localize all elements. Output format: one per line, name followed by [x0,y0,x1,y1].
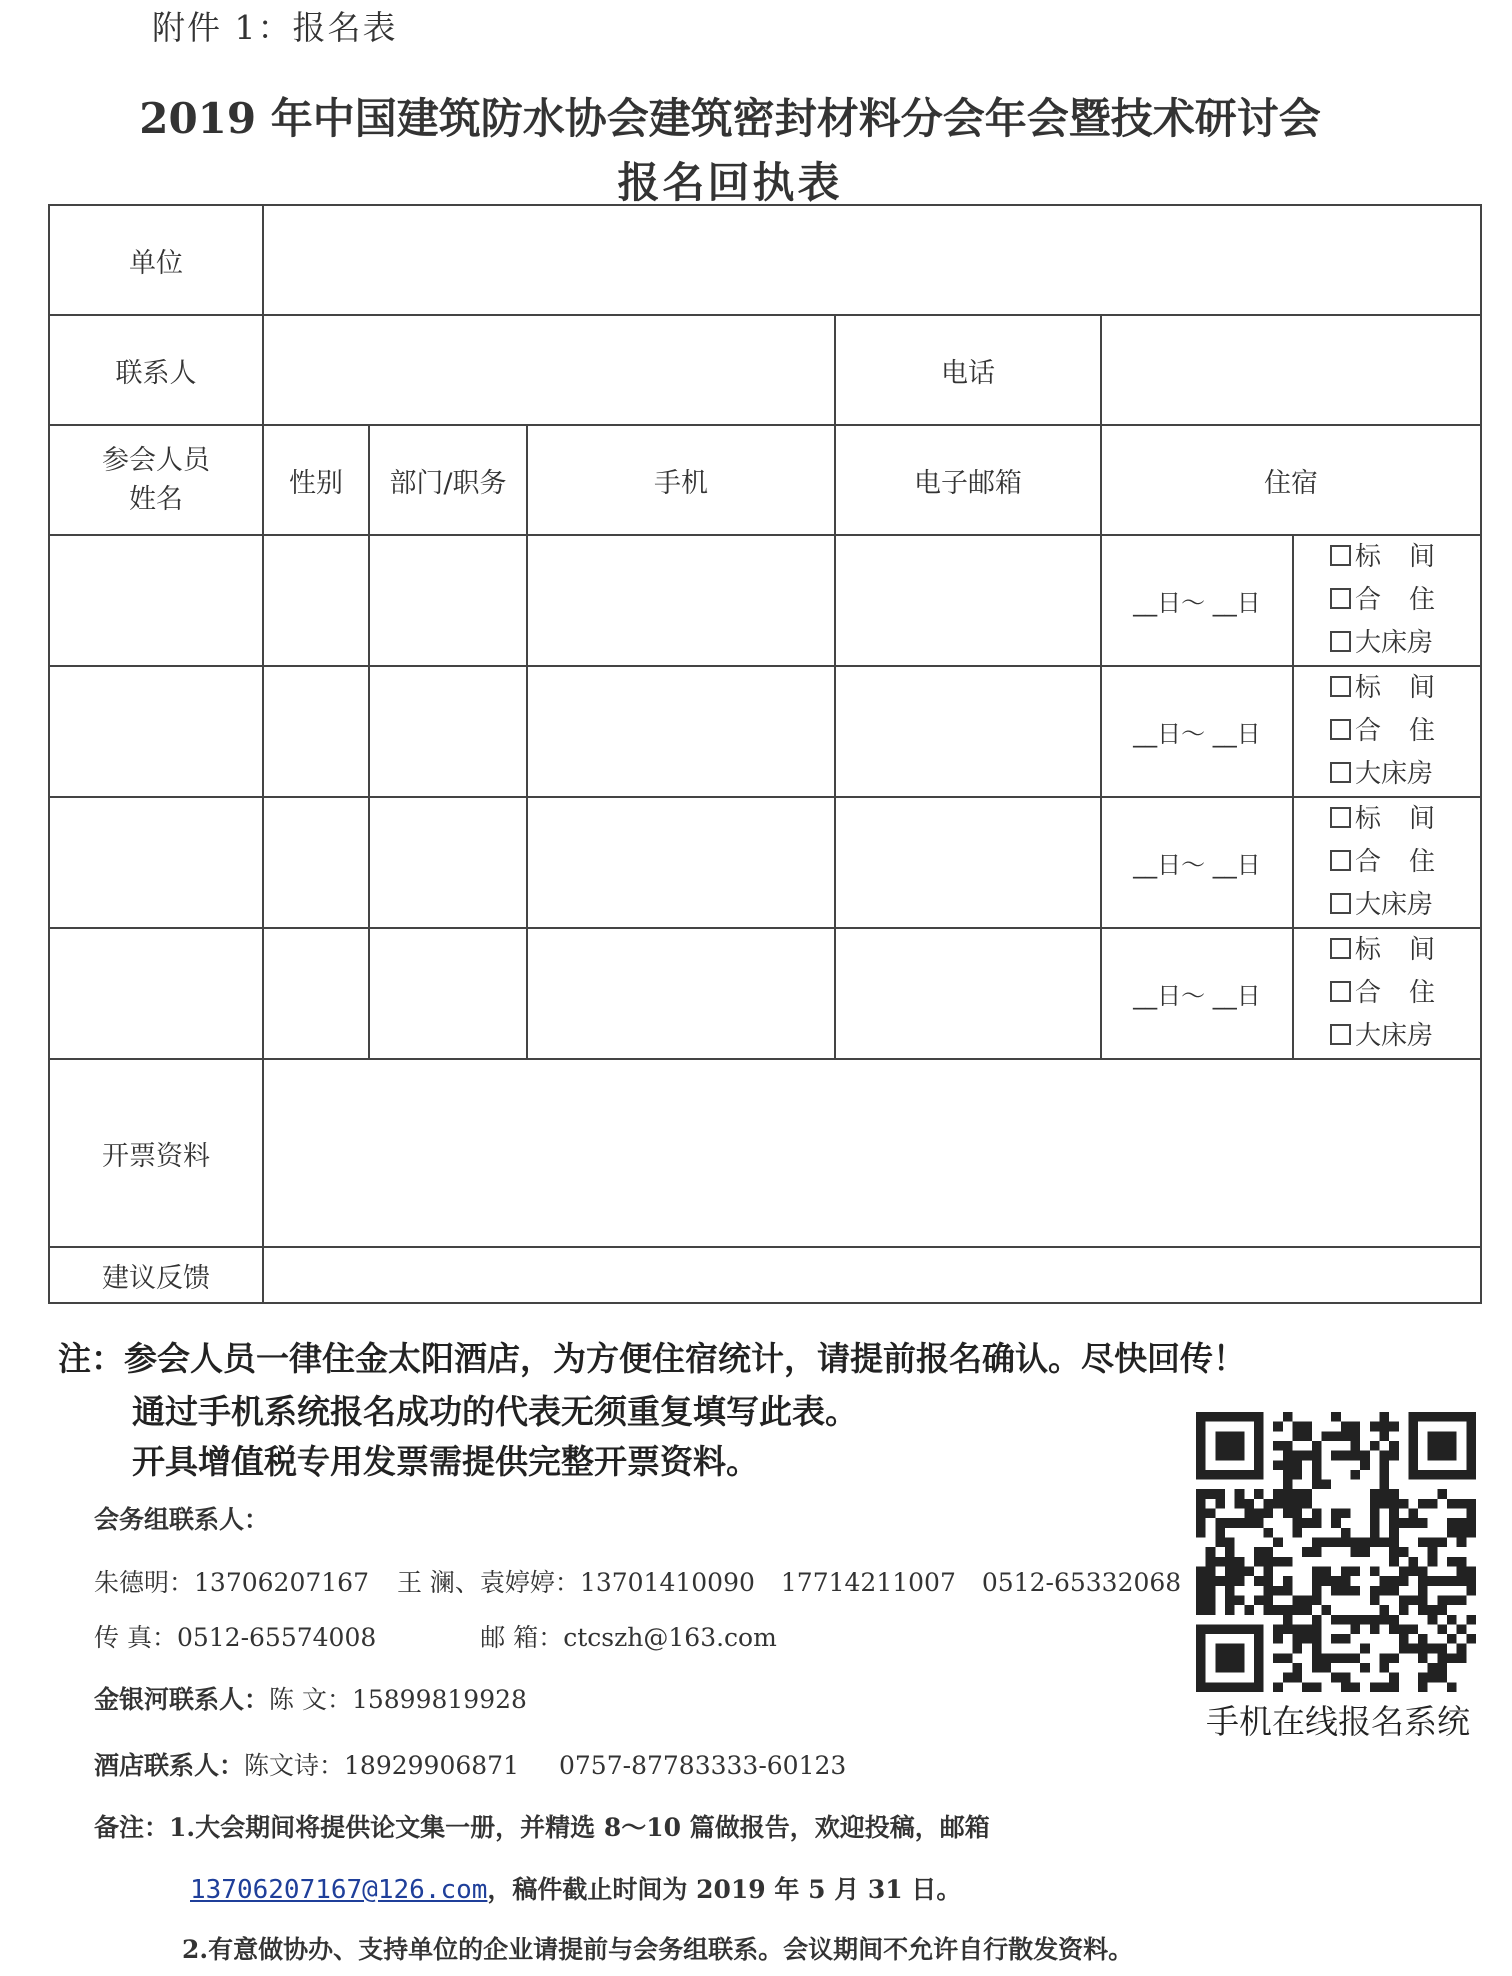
phone-label: 电话 [835,315,1101,425]
attendee-name-cell[interactable] [49,535,263,666]
checkbox-icon[interactable] [1330,719,1351,740]
room-label: 间 [1409,804,1436,834]
stay-dates[interactable]: __日～ __日 [1101,928,1293,1059]
checkbox-icon[interactable] [1330,545,1351,566]
attendee-mobile-cell[interactable] [527,535,835,666]
room-option-shared[interactable] [1330,710,1480,753]
hotel-label: 酒店联系人： [94,1751,245,1780]
hotel-name: 陈文诗： [244,1751,345,1780]
checkbox-icon[interactable] [1330,588,1351,609]
mail-address[interactable]: ctcszh@163.com [563,1623,777,1652]
checkbox-icon[interactable] [1330,762,1351,783]
attendee-dept-cell[interactable] [369,928,527,1059]
room-label: 合 [1355,847,1382,877]
feedback-row [49,1247,1481,1303]
room-label: 住 [1409,847,1436,877]
attendee-gender-cell[interactable] [263,797,369,928]
unit-row [49,205,1481,315]
jinyinhe-name: 陈 文： [269,1685,352,1714]
header-attendee-name [49,425,263,535]
room-option-shared[interactable] [1330,579,1480,622]
remark-line-3: 2.有意做协办、支持单位的企业请提前与会务组联系。会议期间不允许自行散发资料。 [182,1935,1134,1964]
stay-dates[interactable]: __日～ __日 [1101,797,1293,928]
room-label: 住 [1409,716,1436,746]
remark-prefix: 备注： [94,1813,170,1842]
room-option-standard[interactable] [1330,929,1480,972]
wang-phone-1: 13701410090 [579,1568,755,1597]
attendee-name-cell[interactable] [49,928,263,1059]
invoice-row [49,1059,1481,1247]
room-options [1293,535,1481,666]
header-name-line1: 参会人员 [102,444,210,476]
header-mobile: 手机 [527,425,835,535]
registration-form-table [48,204,1482,1304]
contact-input-cell[interactable] [263,315,835,425]
room-option-standard[interactable] [1330,667,1480,710]
contact-label: 联系人 [49,315,263,425]
room-options [1293,666,1481,797]
unit-input-cell[interactable] [263,205,1481,315]
attendee-row [49,666,1481,797]
room-option-shared[interactable] [1330,972,1480,1015]
hotel-phone-1: 18929906871 [344,1751,519,1780]
fax-mail-line [94,1618,777,1654]
remark-line-1 [94,1808,990,1844]
room-label: 住 [1409,978,1436,1008]
remark-line-2 [190,1870,961,1906]
phone-input-cell[interactable] [1101,315,1481,425]
attendee-name-cell[interactable] [49,797,263,928]
room-label: 住 [1409,585,1436,615]
attendee-email-cell[interactable] [835,666,1101,797]
checkbox-icon[interactable] [1330,850,1351,871]
checkbox-icon[interactable] [1330,938,1351,959]
room-option-standard[interactable] [1330,798,1480,841]
attendee-mobile-cell[interactable] [527,666,835,797]
attendee-gender-cell[interactable] [263,535,369,666]
room-option-king[interactable] [1330,884,1480,927]
hotel-phone-2: 0757-87783333-60123 [559,1751,847,1780]
room-label: 合 [1355,585,1382,615]
qr-code-icon[interactable] [1196,1412,1476,1692]
header-lodging: 住宿 [1101,425,1481,535]
room-options [1293,928,1481,1059]
room-label: 合 [1355,978,1382,1008]
fax-number: 0512-65574008 [176,1623,377,1652]
attendee-name-cell[interactable] [49,666,263,797]
jinyinhe-label: 金银河联系人： [94,1685,270,1714]
wang-phone-2: 17714211007 [780,1568,956,1597]
stay-dates[interactable]: __日～ __日 [1101,666,1293,797]
jinyinhe-contact-line [94,1680,527,1716]
organizer-contacts-line [94,1563,1181,1599]
room-options [1293,797,1481,928]
checkbox-icon[interactable] [1330,631,1351,652]
attendee-gender-cell[interactable] [263,928,369,1059]
qr-caption: 手机在线报名系统 [1206,1702,1470,1741]
attendee-dept-cell[interactable] [369,535,527,666]
room-label: 间 [1409,673,1436,703]
room-option-king[interactable] [1330,622,1480,665]
contact-row [49,315,1481,425]
room-option-shared[interactable] [1330,841,1480,884]
remark-deadline-text: ，稿件截止时间为 2019 年 5 月 31 日。 [487,1875,962,1904]
checkbox-icon[interactable] [1330,676,1351,697]
room-option-king[interactable] [1330,753,1480,796]
mail-label: 邮 箱： [480,1623,564,1652]
invoice-label: 开票资料 [49,1059,263,1247]
submission-email-link[interactable]: 13706207167@126.com [190,1875,488,1905]
attendee-mobile-cell[interactable] [527,797,835,928]
organizer-contacts-heading: 会务组联系人： [94,1505,270,1534]
attendee-email-cell[interactable] [835,535,1101,666]
jinyinhe-phone: 15899819928 [351,1685,527,1714]
room-option-king[interactable] [1330,1015,1480,1058]
room-label: 标 [1355,542,1382,572]
room-label: 大床房 [1355,1021,1434,1051]
invoice-input-cell[interactable] [263,1059,1481,1247]
attendee-email-cell[interactable] [835,928,1101,1059]
fax-label: 传 真： [94,1623,177,1652]
room-label: 大床房 [1355,628,1434,658]
attendee-row [49,928,1481,1059]
room-label: 大床房 [1355,759,1434,789]
feedback-input-cell[interactable] [263,1247,1481,1303]
remark-1-text: 1.大会期间将提供论文集一册，并精选 8～10 篇做报告，欢迎投稿，邮箱 [169,1813,990,1842]
room-label: 标 [1355,673,1382,703]
note-line-2: 通过手机系统报名成功的代表无须重复填写此表。 [132,1392,858,1431]
page-subtitle: 报名回执表 [617,158,843,207]
room-label: 大床房 [1355,890,1434,920]
wang-phone-3: 0512-65332068 [981,1568,1182,1597]
checkbox-icon[interactable] [1330,1024,1351,1045]
wang-label: 王 澜、袁婷婷： [396,1568,580,1597]
page-title: 2019 年中国建筑防水协会建筑密封材料分会年会暨技术研讨会 [139,94,1321,143]
header-dept: 部门/职务 [369,425,527,535]
column-header-row [49,425,1481,535]
checkbox-icon[interactable] [1330,893,1351,914]
feedback-label: 建议反馈 [49,1247,263,1303]
hotel-contact-line [94,1746,846,1782]
attendee-mobile-cell[interactable] [527,928,835,1059]
room-label: 标 [1355,804,1382,834]
attendee-row [49,797,1481,928]
attendee-gender-cell[interactable] [263,666,369,797]
header-email: 电子邮箱 [835,425,1101,535]
note-line-1: 注：参会人员一律住金太阳酒店，为方便住宿统计，请提前报名确认。尽快回传！ [58,1339,1246,1378]
attendee-row [49,535,1481,666]
header-gender: 性别 [263,425,369,535]
checkbox-icon[interactable] [1330,807,1351,828]
zhu-phone: 13706207167 [194,1568,369,1597]
attachment-label: 附件 1：报名表 [152,8,398,47]
note-line-3: 开具增值税专用发票需提供完整开票资料。 [132,1442,759,1481]
room-label: 间 [1409,542,1436,572]
attendee-email-cell[interactable] [835,797,1101,928]
stay-dates[interactable]: __日～ __日 [1101,535,1293,666]
zhu-label: 朱德明： [94,1568,195,1597]
checkbox-icon[interactable] [1330,981,1351,1002]
attendee-dept-cell[interactable] [369,666,527,797]
room-label: 间 [1409,935,1436,965]
header-name-line2: 姓名 [129,484,183,515]
room-label: 合 [1355,716,1382,746]
room-label: 标 [1355,935,1382,965]
attendee-dept-cell[interactable] [369,797,527,928]
unit-label: 单位 [49,205,263,315]
room-option-standard[interactable] [1330,536,1480,579]
